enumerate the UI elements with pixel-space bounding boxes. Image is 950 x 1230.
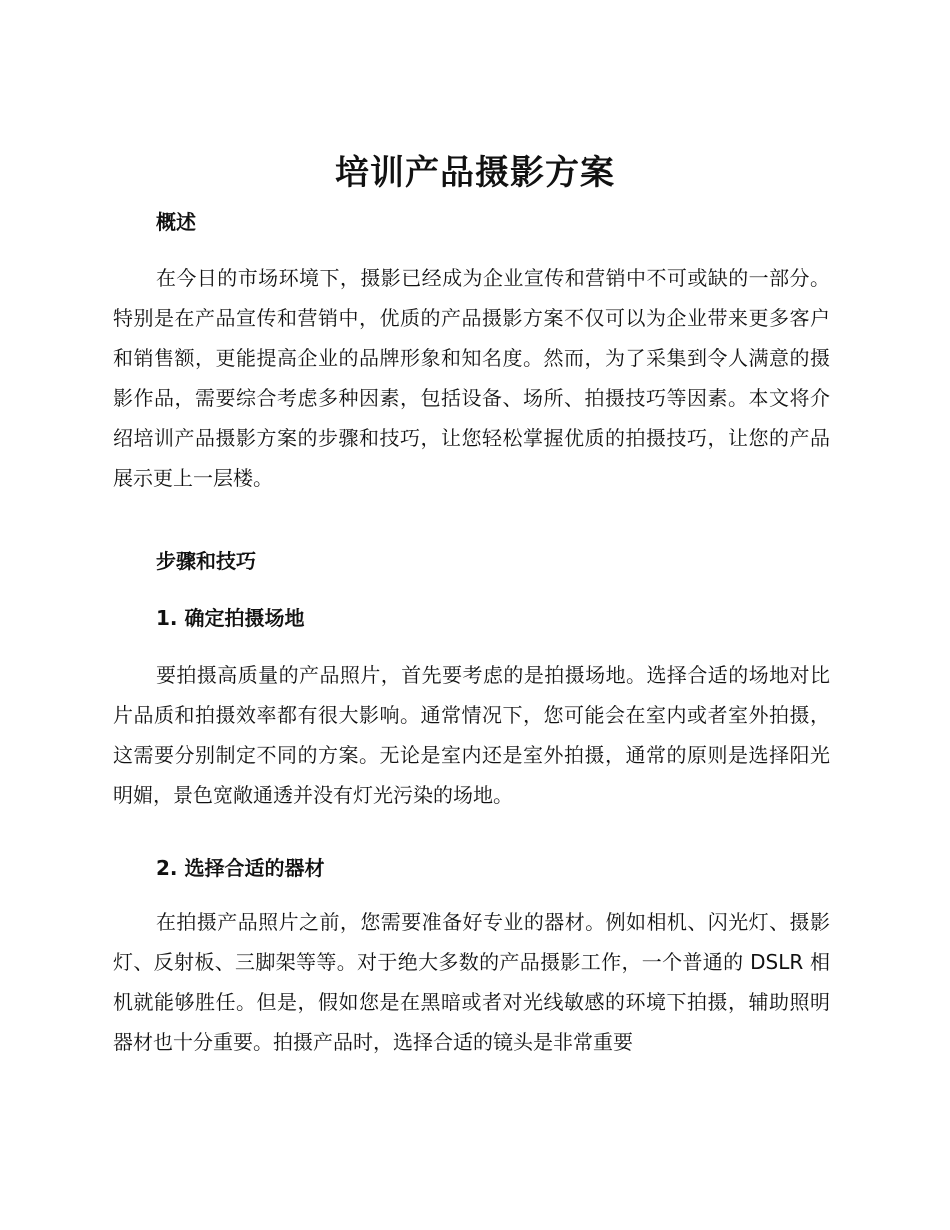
section-heading-steps: 步骤和技巧 [156,549,256,573]
section-heading-overview: 概述 [156,210,196,234]
section-heading-step1: 1. 确定拍摄场地 [156,606,305,630]
paragraph-step1: 要拍摄高质量的产品照片，首先要考虑的是拍摄场地。选择合适的场地对比片品质和拍摄效率都有很大影响。通常情况下，您可能会在室内或者室外拍摄，这需要分别制定不同的方案。无论是室内还是室外拍摄，通常的原则是选择阳光明媚，景色宽敞通透并没有灯光污染的场地。 [113,663,830,807]
paragraph-overview: 在今日的市场环境下，摄影已经成为企业宣传和营销中不可或缺的一部分。特别是在产品宣传和营销中，优质的产品摄影方案不仅可以为企业带来更多客户和销售额，更能提高企业的品牌形象和知名度。然而，为了采集到令人满意的摄影作品，需要综合考虑多种因素，包括设备、场所、拍摄技巧等因素。本文将介绍培训产品摄影方案的步骤和技巧，让您轻松掌握优质的拍摄技巧，让您的产品展示更上一层楼。 [113,266,830,490]
section-heading-step2: 2. 选择合适的器材 [156,856,325,880]
paragraph-step2: 在拍摄产品照片之前，您需要准备好专业的器材。例如相机、闪光灯、摄影灯、反射板、三脚架等等。对于绝大多数的产品摄影工作，一个普通的 DSLR 相机就能够胜任。但是，假如您是在黑暗或者对光线敏感的环境下拍摄，辅助照明器材也十分重要。拍摄产品时，选择合适的镜头是非常重要 [113,910,830,1054]
document-title: 培训产品摄影方案 [335,153,615,193]
